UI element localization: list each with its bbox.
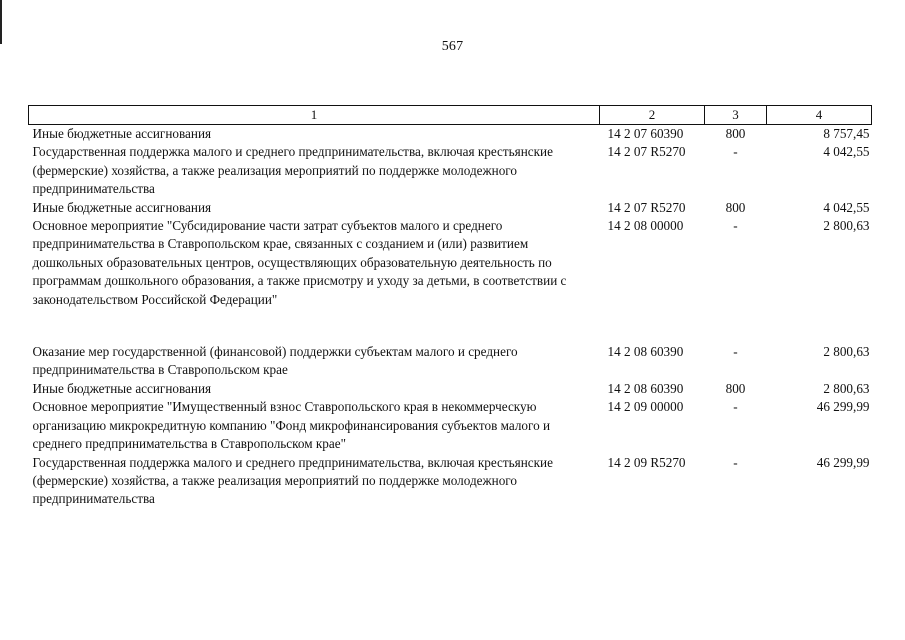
table-row	[29, 199, 872, 217]
table-row	[29, 398, 872, 453]
row-code: 14 2 07 60390	[607, 126, 684, 141]
table-row	[29, 454, 872, 509]
table-header	[29, 106, 872, 125]
row-amount: 2 800,63	[823, 218, 870, 234]
row-expense-type: -	[733, 344, 738, 360]
budget-allocation-table	[28, 105, 872, 509]
header-col-4: 4	[767, 106, 872, 125]
table-row	[29, 143, 872, 198]
row-expense-type: 800	[725, 126, 746, 141]
row-name: Основное мероприятие "Имущественный взнос Ставропольского края в некоммерческую организацию микрокредитную компанию "Фонд микрофинансирования субъектов малого и среднего предпринимательства в Ставропольском крае"	[32, 399, 551, 452]
page-number: 567	[441, 39, 464, 54]
row-name: Оказание мер государственной (финансовой) поддержки субъектам малого и среднего предпринимательства в Ставропольском крае	[32, 344, 518, 378]
header-col-1: 1	[29, 106, 600, 125]
table-row	[29, 125, 872, 144]
row-amount: 2 800,63	[823, 344, 870, 360]
row-expense-type: 800	[725, 380, 746, 396]
row-expense-type: 800	[725, 199, 746, 215]
row-code: 14 2 09 00000	[607, 399, 684, 415]
header-col-3: 3	[705, 106, 767, 125]
scan-edge-mark	[0, 0, 2, 44]
table-row	[29, 343, 872, 380]
row-amount: 2 800,63	[823, 380, 870, 396]
row-expense-type: -	[733, 144, 738, 160]
row-name: Иные бюджетные ассигнования	[32, 199, 212, 215]
row-code: 14 2 08 60390	[607, 344, 684, 360]
row-name: Основное мероприятие "Субсидирование части затрат субъектов малого и среднего предпринимательства в Ставропольском крае, связанных с созданием и (или) развитием дошкольных образовательных центров, осуществляющих образовательную деятельность по программам дошкольного образования, а также присмотру и уходу за детьми, в соответствии с законодательством Российской Федерации"	[32, 218, 567, 307]
row-code: 14 2 09 R5270	[607, 454, 686, 470]
row-amount: 46 299,99	[816, 454, 870, 470]
row-name: Государственная поддержка малого и среднего предпринимательства, включая крестьянские (фермерские) хозяйства, а также реализация мероприятий по поддержке молодежного предпринимательства	[32, 144, 553, 197]
row-amount: 4 042,55	[823, 144, 870, 160]
row-name: Иные бюджетные ассигнования	[32, 126, 212, 141]
table-row	[29, 380, 872, 398]
row-code: 14 2 07 R5270	[607, 144, 686, 160]
row-amount: 4 042,55	[823, 199, 870, 215]
header-row	[29, 106, 872, 125]
row-code: 14 2 08 00000	[607, 218, 684, 234]
table-body	[29, 125, 872, 509]
row-expense-type: -	[733, 218, 738, 234]
row-amount: 8 757,45	[823, 126, 870, 141]
row-name: Государственная поддержка малого и среднего предпринимательства, включая крестьянские (фермерские) хозяйства, а также реализация мероприятий по поддержке молодежного предпринимательства	[32, 454, 553, 507]
row-expense-type: -	[733, 399, 738, 415]
row-code: 14 2 08 60390	[607, 380, 684, 396]
table-row	[29, 217, 872, 343]
header-col-2: 2	[600, 106, 705, 125]
row-amount: 46 299,99	[816, 399, 870, 415]
row-code: 14 2 07 R5270	[607, 199, 686, 215]
row-name: Иные бюджетные ассигнования	[32, 380, 212, 396]
row-expense-type: -	[733, 454, 738, 470]
